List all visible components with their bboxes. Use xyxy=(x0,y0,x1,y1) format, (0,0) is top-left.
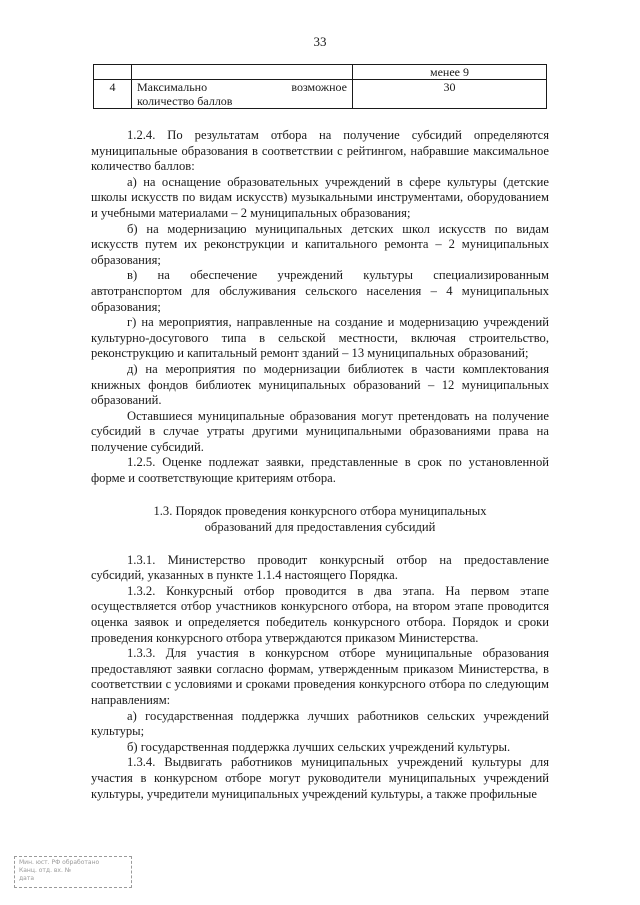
stamp-line: дата xyxy=(19,875,34,882)
paragraph-1-2-4: 1.2.4. По результатам отбора на получение субсидий определяются муниципальные образования в соответствии с рейтингом, набравшие максимальное количество баллов: xyxy=(91,128,549,174)
list-item-g: г) на мероприятия, направленные на создание и модернизацию учреждений культурно-досугового типа в сельской местности, включая строительство, реконструкцию и капитальный ремонт зданий – 13 муниципальных образований; xyxy=(91,315,549,361)
paragraph-remaining: Оставшиеся муниципальные образования могут претендовать на получение субсидий в случае утраты другими муниципальными образованиями права на получение субсидий. xyxy=(91,408,549,454)
section-heading-line: 1.3. Порядок проведения конкурсного отбора муниципальных xyxy=(153,503,487,518)
paragraph-1-3-1: 1.3.1. Министерство проводит конкурсный отбор на предоставление субсидий, указанных в пункте 1.1.4 настоящего Порядка. xyxy=(91,552,549,583)
table-cell-value: 30 xyxy=(353,80,547,109)
paragraph-1-2-5: 1.2.5. Оценке подлежат заявки, представленные в срок по установленной форме и соответствующие критериям отбора. xyxy=(91,455,549,486)
score-table xyxy=(93,64,547,109)
list-item-b: б) на модернизацию муниципальных детских школ искусств по видам искусств путем их реконструкции и капитального ремонта – 2 муниципальных образования; xyxy=(91,221,549,267)
page-number: 33 xyxy=(313,34,327,49)
registration-stamp xyxy=(14,856,132,888)
stamp-line: Канц. отд. вх. № xyxy=(19,867,72,874)
criterion-word: Максимально xyxy=(137,80,208,94)
list-item-b: б) государственная поддержка лучших сельских учреждений культуры. xyxy=(127,739,511,754)
paragraph-1-3-4: 1.3.4. Выдвигать работников муниципальных учреждений культуры для участия в конкурсном отборе могут руководители муниципальных учреждений культуры, учредители муниципальных учреждений культуры, а также профильные xyxy=(91,755,549,801)
table-cell xyxy=(132,65,353,80)
section-heading-line: образований для предоставления субсидий xyxy=(204,519,436,534)
table-cell-number: 4 xyxy=(94,80,132,109)
list-item-v: в) на обеспечение учреждений культуры специализированным автотранспортом для обслуживания сельского населения – 4 муниципальных образования; xyxy=(91,268,549,314)
paragraph-1-3-3: 1.3.3. Для участия в конкурсном отборе муниципальные образования предоставляют заявки согласно формам, утвержденным приказом Министерства, в соответствии с условиями и сроками проведения конкурсного отбора по следующим направлениям: xyxy=(91,646,549,707)
table-row xyxy=(94,65,547,80)
document-body xyxy=(91,128,549,802)
list-item-d: д) на мероприятия по модернизации библиотек в части комплектования книжных фондов библиотек муниципальных образований – 12 муниципальных образований. xyxy=(91,361,549,408)
table-cell-value: менее 9 xyxy=(353,65,547,80)
criterion-line: количество баллов xyxy=(137,94,233,108)
section-heading xyxy=(91,503,549,535)
table-cell xyxy=(94,65,132,80)
list-item-a: а) на оснащение образовательных учреждений в сфере культуры (детские школы искусств по видам искусств) музыкальными инструментами, оборудованием и учебными материалами – 2 муниципальных образования; xyxy=(91,174,549,220)
table-row xyxy=(94,80,547,109)
criterion-word: возможное xyxy=(291,80,347,94)
paragraph-1-3-2: 1.3.2. Конкурсный отбор проводится в два этапа. На первом этапе осуществляется отбор участников конкурсного отбора, на втором этапе проводится оценка заявок и определяется победитель конкурсного отбора. Порядок и сроки проведения конкурсного отбора утверждаются приказом Министерства. xyxy=(91,583,549,645)
list-item-a: а) государственная поддержка лучших работников сельских учреждений культуры; xyxy=(91,708,549,739)
table-cell-criterion xyxy=(132,80,353,109)
stamp-line: Мин. юст. РФ обработано xyxy=(19,859,100,866)
